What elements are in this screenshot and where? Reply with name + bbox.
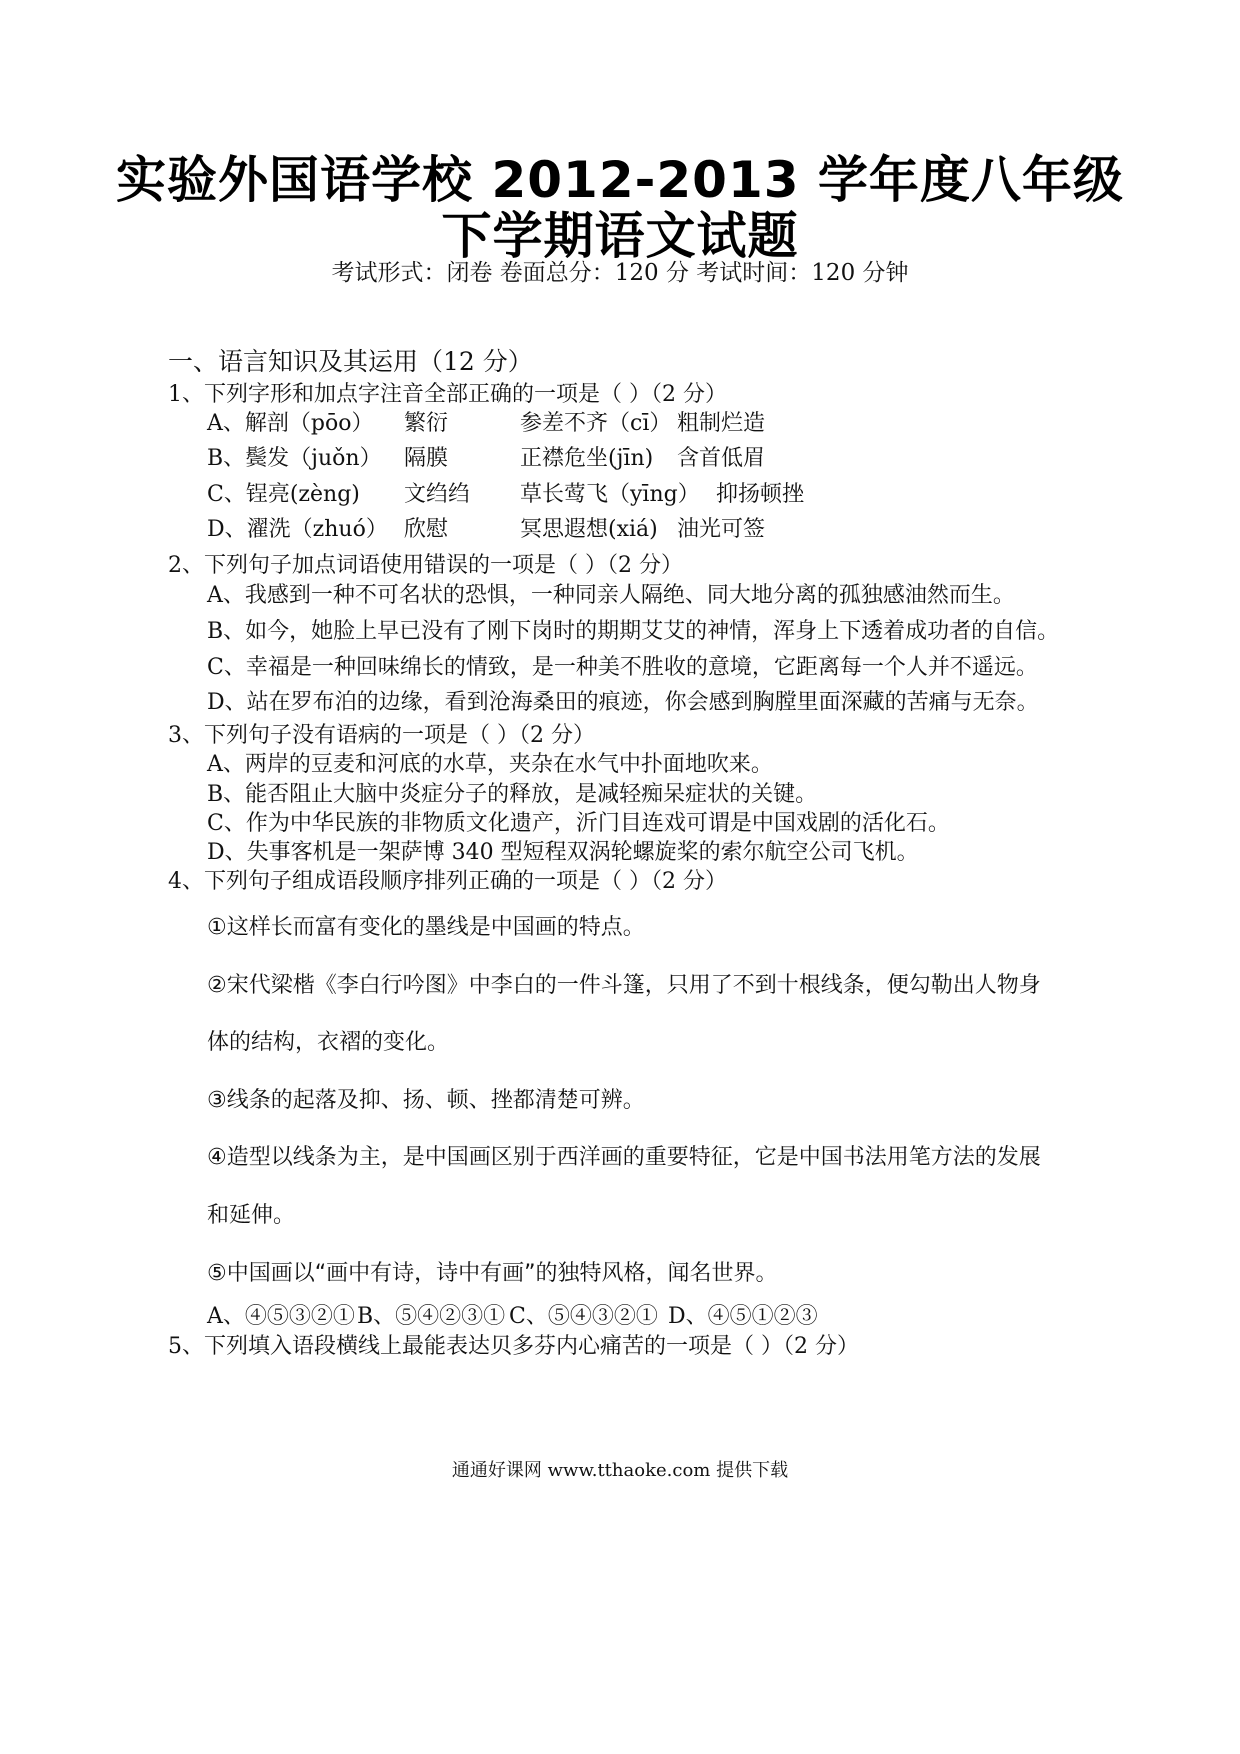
q1-option-cell: 参差不齐（cī） (520, 411, 672, 436)
q4-segment: 和延伸。 (207, 1203, 296, 1228)
q3-option-c: C、作为中华民族的非物质文化遗产，沂门目连戏可谓是中国戏剧的活化石。 (207, 811, 950, 836)
q2-option-d: D、站在罗布泊的边缘，看到沧海桑田的痕迹，你会感到胸膛里面深藏的苦痛与无奈。 (207, 690, 1039, 715)
page-footer: 通通好课网 www.tthaoke.com 提供下载 (451, 1460, 789, 1481)
q3-option-a: A、两岸的豆麦和河底的水草，夹杂在水气中扑面地吹来。 (207, 752, 773, 777)
exam-meta: 考试形式：闭卷 卷面总分：120 分 考试时间：120 分钟 (331, 260, 909, 286)
q4-segment: ④造型以线条为主，是中国画区别于西洋画的重要特征，它是中国书法用笔方法的发展 (207, 1145, 1041, 1170)
q1-option-cell: 含首低眉 (677, 446, 766, 471)
exam-title-line2: 下学期语文试题 (441, 207, 799, 265)
q4-segment: ③线条的起落及抑、扬、顿、挫都清楚可辨。 (207, 1088, 645, 1113)
q1-option-cell: 隔膜 (404, 446, 449, 471)
question-3-stem: 3、下列句子没有语病的一项是（ ）（2 分） (168, 723, 595, 748)
q4-segment: ②宋代梁楷《李白行吟图》中李白的一件斗篷，只用了不到十根线条，便勾勒出人物身 (207, 973, 1041, 998)
q1-option-cell: 草长莺飞（yīng） (520, 482, 700, 507)
q1-option-cell: 欣慰 (404, 517, 449, 542)
q4-segment: ①这样长而富有变化的墨线是中国画的特点。 (207, 915, 645, 940)
exam-title-line1: 实验外国语学校 2012-2013 学年度八年级 (116, 151, 1124, 209)
q2-option-a: A、我感到一种不可名状的恐惧，一种同亲人隔绝、同大地分离的孤独感油然而生。 (207, 583, 1015, 608)
q1-option-cell: 抑扬顿挫 (716, 482, 805, 507)
question-2-stem: 2、下列句子加点词语使用错误的一项是（ ）（2 分） (168, 553, 683, 578)
q4-choice-b: B、⑤④②③① (357, 1304, 506, 1329)
q1-option-cell: 正襟危坐(jīn) (520, 446, 654, 471)
question-4-stem: 4、下列句子组成语段顺序排列正确的一项是（ ）（2 分） (168, 869, 727, 894)
q3-option-b: B、能否阻止大脑中炎症分子的释放，是减轻痴呆症状的关键。 (207, 782, 818, 807)
q1-option-cell: D、濯洗（zhuó） (207, 517, 388, 542)
q4-choice-d: D、④⑤①②③ (668, 1304, 818, 1329)
q2-option-c: C、幸福是一种回味绵长的情致，是一种美不胜收的意境，它距离每一个人并不遥远。 (207, 655, 1038, 680)
q1-option-cell: 粗制烂造 (677, 411, 766, 436)
question-1-stem: 1、下列字形和加点字注音全部正确的一项是（ ）（2 分） (168, 382, 727, 407)
q4-segment: 体的结构，衣褶的变化。 (207, 1030, 450, 1055)
q1-option-cell: 冥思遐想(xiá) (520, 517, 658, 542)
section-heading: 一、语言知识及其运用（12 分） (168, 347, 533, 376)
q1-option-cell: A、解剖（pōo） (207, 411, 374, 436)
q4-segment: ⑤中国画以“画中有诗，诗中有画”的独特风格，闻名世界。 (207, 1261, 778, 1286)
q1-option-cell: 油光可签 (677, 517, 766, 542)
q1-option-cell: 繁衍 (404, 411, 449, 436)
q1-option-cell: B、鬓发（juǒn） (207, 446, 382, 471)
q1-option-cell: C、锃亮(zèng) (207, 482, 360, 507)
q1-option-cell: 文绉绉 (404, 482, 471, 507)
question-5-stem: 5、下列填入语段横线上最能表达贝多芬内心痛苦的一项是（ ）（2 分） (168, 1334, 859, 1359)
q3-option-d: D、失事客机是一架萨博 340 型短程双涡轮螺旋桨的索尔航空公司飞机。 (207, 840, 919, 865)
q4-choice-a: A、④⑤③②① (207, 1304, 355, 1329)
q2-option-b: B、如今，她脸上早已没有了刚下岗时的期期艾艾的神情，浑身上下透着成功者的自信。 (207, 619, 1060, 644)
q4-choice-c: C、⑤④③②① (509, 1304, 658, 1329)
